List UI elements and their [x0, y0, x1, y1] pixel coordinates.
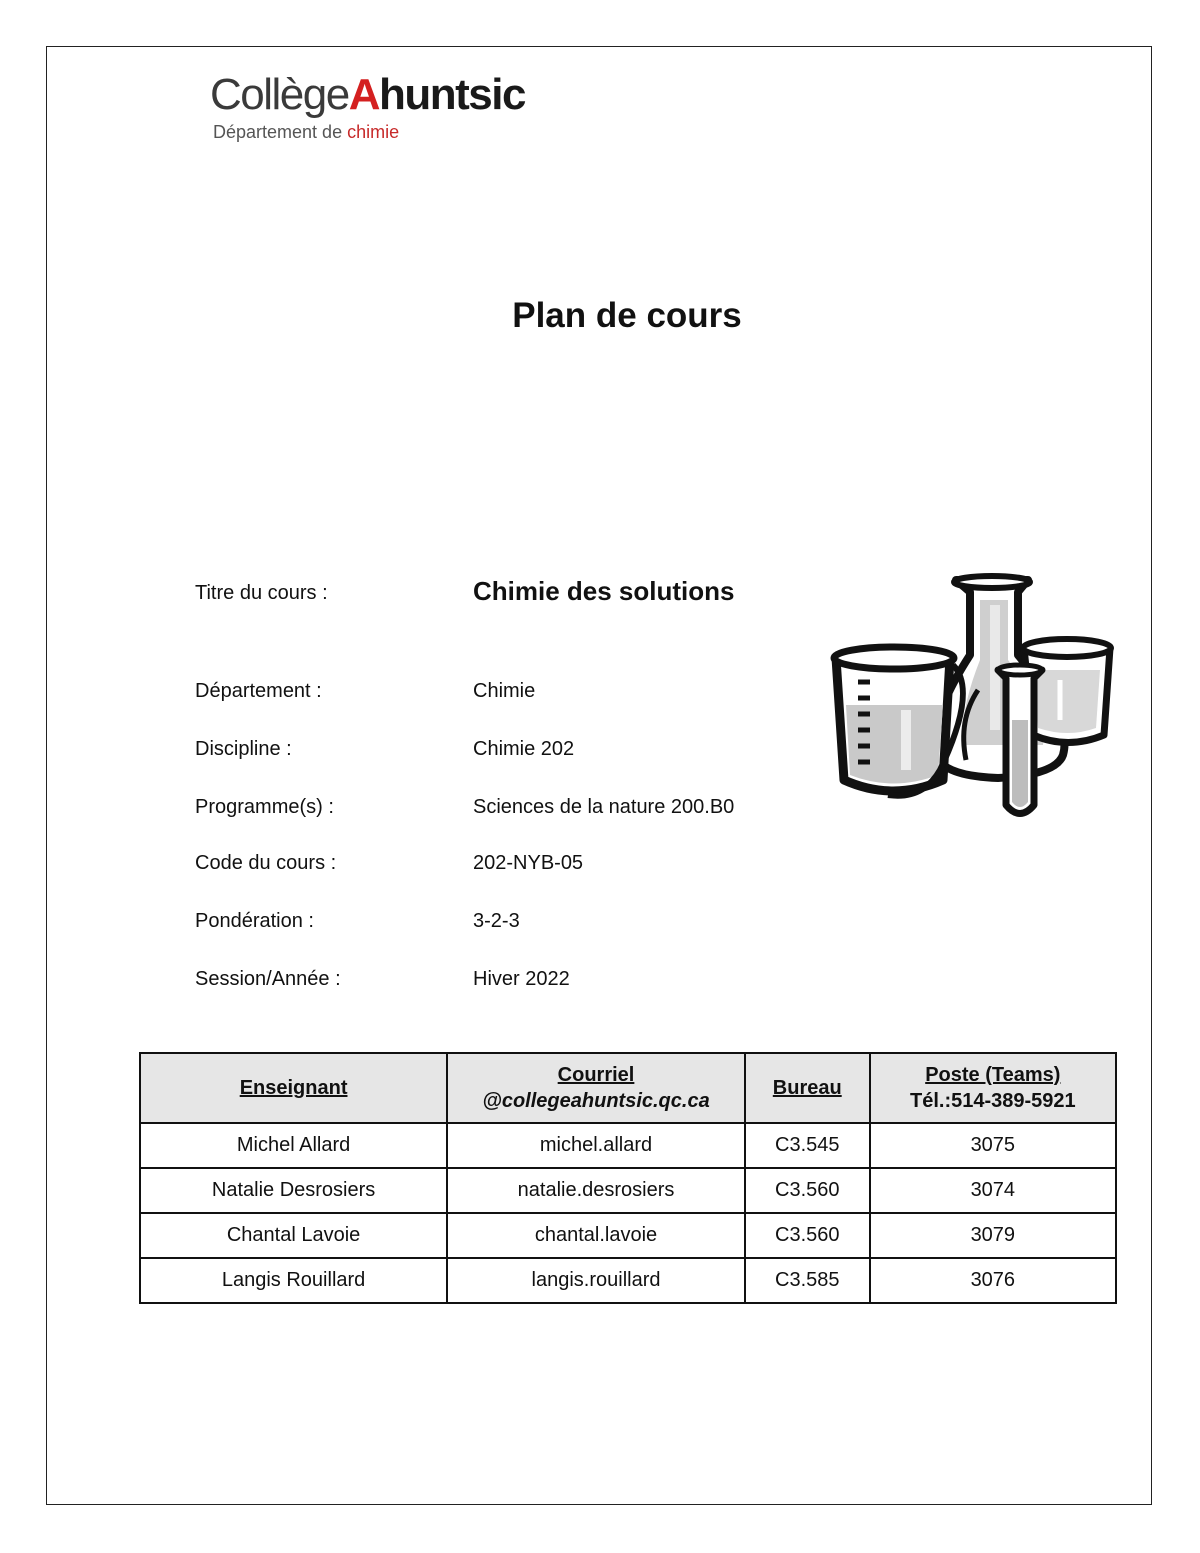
laboratory-glassware-icon: [828, 570, 1118, 825]
teacher-name: Michel Allard: [140, 1123, 447, 1168]
teacher-extension: 3076: [870, 1258, 1116, 1303]
table-header-row: [140, 1053, 1116, 1123]
course-title-label: Titre du cours :: [195, 582, 328, 604]
logo-department: [213, 122, 525, 143]
weighting-label: Pondération :: [195, 910, 314, 932]
discipline-value: Chimie 202: [473, 738, 575, 760]
logo-huntsic-text: huntsic: [379, 70, 525, 119]
test-tube-icon: [998, 665, 1042, 814]
college-logo: [210, 70, 525, 143]
logo-college-text: Collège: [210, 70, 349, 119]
table-row: [140, 1168, 1116, 1213]
teacher-office: C3.560: [745, 1213, 870, 1258]
header-email-label: Courriel: [557, 1064, 635, 1086]
header-office-label: Bureau: [772, 1077, 842, 1099]
session-label: Session/Année :: [195, 968, 341, 990]
table-row: [140, 1213, 1116, 1258]
weighting-value: 3-2-3: [473, 910, 520, 932]
header-teacher: [140, 1053, 447, 1123]
teacher-extension: 3074: [870, 1168, 1116, 1213]
header-teacher-label: Enseignant: [239, 1077, 348, 1099]
logo-department-prefix: Département de: [213, 122, 348, 142]
discipline-label: Discipline :: [195, 738, 292, 760]
header-office: [745, 1053, 870, 1123]
teachers-table: [139, 1052, 1117, 1304]
logo-wordmark: [210, 70, 525, 120]
teacher-office: C3.545: [745, 1123, 870, 1168]
department-value: Chimie: [473, 680, 536, 702]
table-row: [140, 1123, 1116, 1168]
teacher-name: Natalie Desrosiers: [140, 1168, 447, 1213]
teacher-office: C3.585: [745, 1258, 870, 1303]
header-email-domain: @collegeahuntsic.qc.ca: [482, 1090, 710, 1112]
program-value: Sciences de la nature 200.B0: [473, 796, 735, 818]
large-beaker-icon: [834, 647, 963, 796]
header-phone: Tél.:514-389-5921: [909, 1090, 1076, 1112]
teacher-extension: 3079: [870, 1213, 1116, 1258]
session-value: Hiver 2022: [473, 968, 570, 990]
department-label: Département :: [195, 680, 322, 702]
header-extension: [870, 1053, 1116, 1123]
program-label: Programme(s) :: [195, 796, 334, 818]
header-extension-label: Poste (Teams): [925, 1064, 1061, 1086]
course-title-value: Chimie des solutions: [473, 576, 735, 606]
page-title: Plan de cours: [512, 296, 742, 335]
table-row: [140, 1258, 1116, 1303]
teacher-email: langis.rouillard: [447, 1258, 745, 1303]
course-code-label: Code du cours :: [195, 852, 337, 874]
header-email: [447, 1053, 745, 1123]
teacher-name: Chantal Lavoie: [140, 1213, 447, 1258]
teacher-email: michel.allard: [447, 1123, 745, 1168]
teacher-email: chantal.lavoie: [447, 1213, 745, 1258]
teacher-email: natalie.desrosiers: [447, 1168, 745, 1213]
teacher-extension: 3075: [870, 1123, 1116, 1168]
logo-a-letter: A: [348, 70, 379, 119]
teacher-office: C3.560: [745, 1168, 870, 1213]
teacher-name: Langis Rouillard: [140, 1258, 447, 1303]
course-code-value: 202-NYB-05: [473, 852, 584, 874]
logo-department-name: chimie: [347, 122, 400, 142]
